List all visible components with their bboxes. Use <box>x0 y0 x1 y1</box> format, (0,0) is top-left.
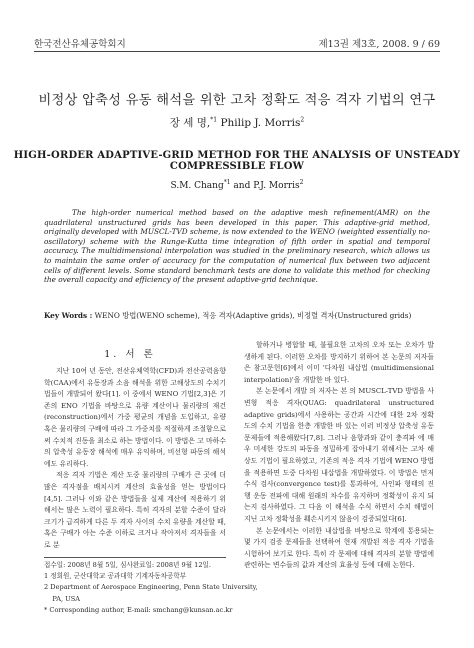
authors-english <box>0 181 474 191</box>
author-1-english: S.M. Chang <box>170 181 224 191</box>
paragraph: 본 논문에서 개발 의 저자는 본 의 MUSCL-TVD 방법을 사변형 적응 격자(QUAG: quadrilateral unstructured adaptive grids)에서 사용하는 공간과 시간에 대한 2차 정확도의 수치 기법을 한층 개발한 바 있는 이러 비정상 압축성 유동 문제들에 적용해왔다[7,8]. 그러나 음향과와 같이 충격파 에 매우 미세한 강도의 파동을 정밀하게 잡아내기 위해서는 고차 해상도 기법이 필요하였고, 기존의 적응 격자 기법에 WENO 방법을 적용하면 도중 다차원 내삽법을 개발하였다. 이 방법은 먼저 수식 검사(convergence test)를 통과하여, 사인파 형태의 진행 운동 전파에 대해 원래의 차수를 유지하며 정확성이 유지 되는지 검사하였다. 그 다음 이 해석을 수식 하면서 수치 해법이 지닌 고차 정확성을 훼손시키지 않음이 검증되었다[6]. <box>244 387 434 523</box>
journal-name: 한국전산유체공학회지 <box>34 39 126 50</box>
author-1-mark: *1 <box>210 116 218 124</box>
footnote-affiliation-2: 2 Department of Aerospace Engineering, Penn State University, <box>44 583 258 592</box>
keywords-text: WENO 방법(WENO scheme), 적응 격자(Adaptive grids), 비정렬 격자(Unstructured grids) <box>92 311 412 320</box>
author-2-korean: Philip J. Morris <box>217 117 301 129</box>
author-2-en-mark: 2 <box>299 179 304 186</box>
header-rule <box>34 51 440 52</box>
title-english: HIGH-ORDER ADAPTIVE-GRID METHOD FOR THE ANALYSIS OF UNSTEADY COMPRESSIBLE FLOW <box>13 150 461 172</box>
paragraph: 적응 격자 기법은 계산 도중 물리량의 구배가 큰 곳에 더 많은 격자점을 배치시켜 계산의 효율성을 얻는 방법이다[4,5]. 그러나 이와 같은 방법들을 실제 계산에 적용하기 위해서는 많은 노력이 필요하다. 특히 격자의 분할 수준이 달라 크기가 급격하게 다른 두 격자 사이의 수치 유량을 계산할 때, 혹은 구배가 아는 수준 이하로 크거나 작아져서 격자들을 서로 분 <box>44 471 226 549</box>
keywords <box>44 311 444 321</box>
footnote-received: 접수일: 2008년 8월 5일, 심사완료일: 2008년 9월 12일. <box>44 561 212 569</box>
author-2-mark: 2 <box>300 116 305 124</box>
footnotes <box>44 560 258 616</box>
authors-korean <box>0 115 474 130</box>
keywords-label: Key Words : <box>44 311 93 320</box>
abstract: The high-order numerical method based on the adaptive mesh refinement(AMR) on the quadrilateral unstructured grids has been developed in this paper. This adaptive-grid method, originally developed with MUSCL-TVD scheme, is now extended to the WENO (weighted essentially no-oscillatory) scheme with the Runge-Kutta time integration of fifth order in spatial and temporal accuracy. The multidimensional interpolation was studied in the preliminary research, which allows us to maintain the same order of accuracy for the computation of numerical flux between two adjacent cells of different levels. Some standard benchmark tests are done to validate this method for checking the overall capacity and efficiency of the present adaptive-grid technique. <box>44 208 430 285</box>
footnote-affiliation-2-cont: PA, USA <box>44 594 81 603</box>
author-1-en-mark: *1 <box>223 179 231 186</box>
left-column <box>44 366 226 552</box>
title-korean: 비정상 압축성 유동 해석을 위한 고차 정확도 적응 격자 기법의 연구 <box>38 93 436 108</box>
footnote-affiliation-1: 1 정회원, 군산대학교 공과대학 기계자동차공학부 <box>44 572 187 581</box>
footnote-corresponding: * Corresponding author, E-mail: smchang@kunsan.ac.kr <box>44 605 233 614</box>
paragraph: 할하거나 병합할 때, 불필요한 고차의 오차 또는 오차가 발생하게 된다. 이러한 오차를 방지하기 위하여 본 논문의 저자들은 참고문헌[6]에서 이미 '다차원 내삽법 (multidimensional interpolation)'을 개발한 바 있다. <box>244 341 434 384</box>
issue-info: 제13권 제3호, 2008. 9 / 69 <box>318 39 440 50</box>
author-1-korean: 장 세 명, <box>169 117 211 129</box>
section-heading-introduction: 1. 서 론 <box>104 349 156 360</box>
right-column <box>244 340 434 572</box>
author-2-english: and P.J. Morris <box>230 181 300 191</box>
paragraph: 본 논문에서는 이러한 내삽법을 바탕으로 학계에 통용되는 몇 가지 검증 문제들을 선택하여 현재 개발된 적응 격자 기법을 시험하여 보기로 한다. 특히 각 문제에 대해 격자의 분할 방법에 관련하는 변수들의 값과 계산의 효율성 등에 대해 논한다. <box>244 526 434 570</box>
paragraph: 지난 10여 년 동안, 전산유체역학(CFD)과 전산공력음향학(CAA)에서 유동장과 소음 해석을 위한 고해상도의 수치기법들이 개발되어 왔다[1]. 이 중에서 WENO 기법[2,3]은 기존의 ENO 기법을 바탕으로 유량 계산이나 물리량의 재건(reconstruction)에서 가중 평균의 개념을 도입하고, 유량 혹은 물리량의 구배에 따라 그 가중치를 적절하게 조절함으로써 수치적 진동을 최소로 하는 방법이다. 이 방법은 고 마하수의 압축성 유동장 해석에 매우 유익하며, 비선형 파동의 해석에도 유리하다. <box>44 367 226 468</box>
footnote-rule <box>44 557 226 558</box>
